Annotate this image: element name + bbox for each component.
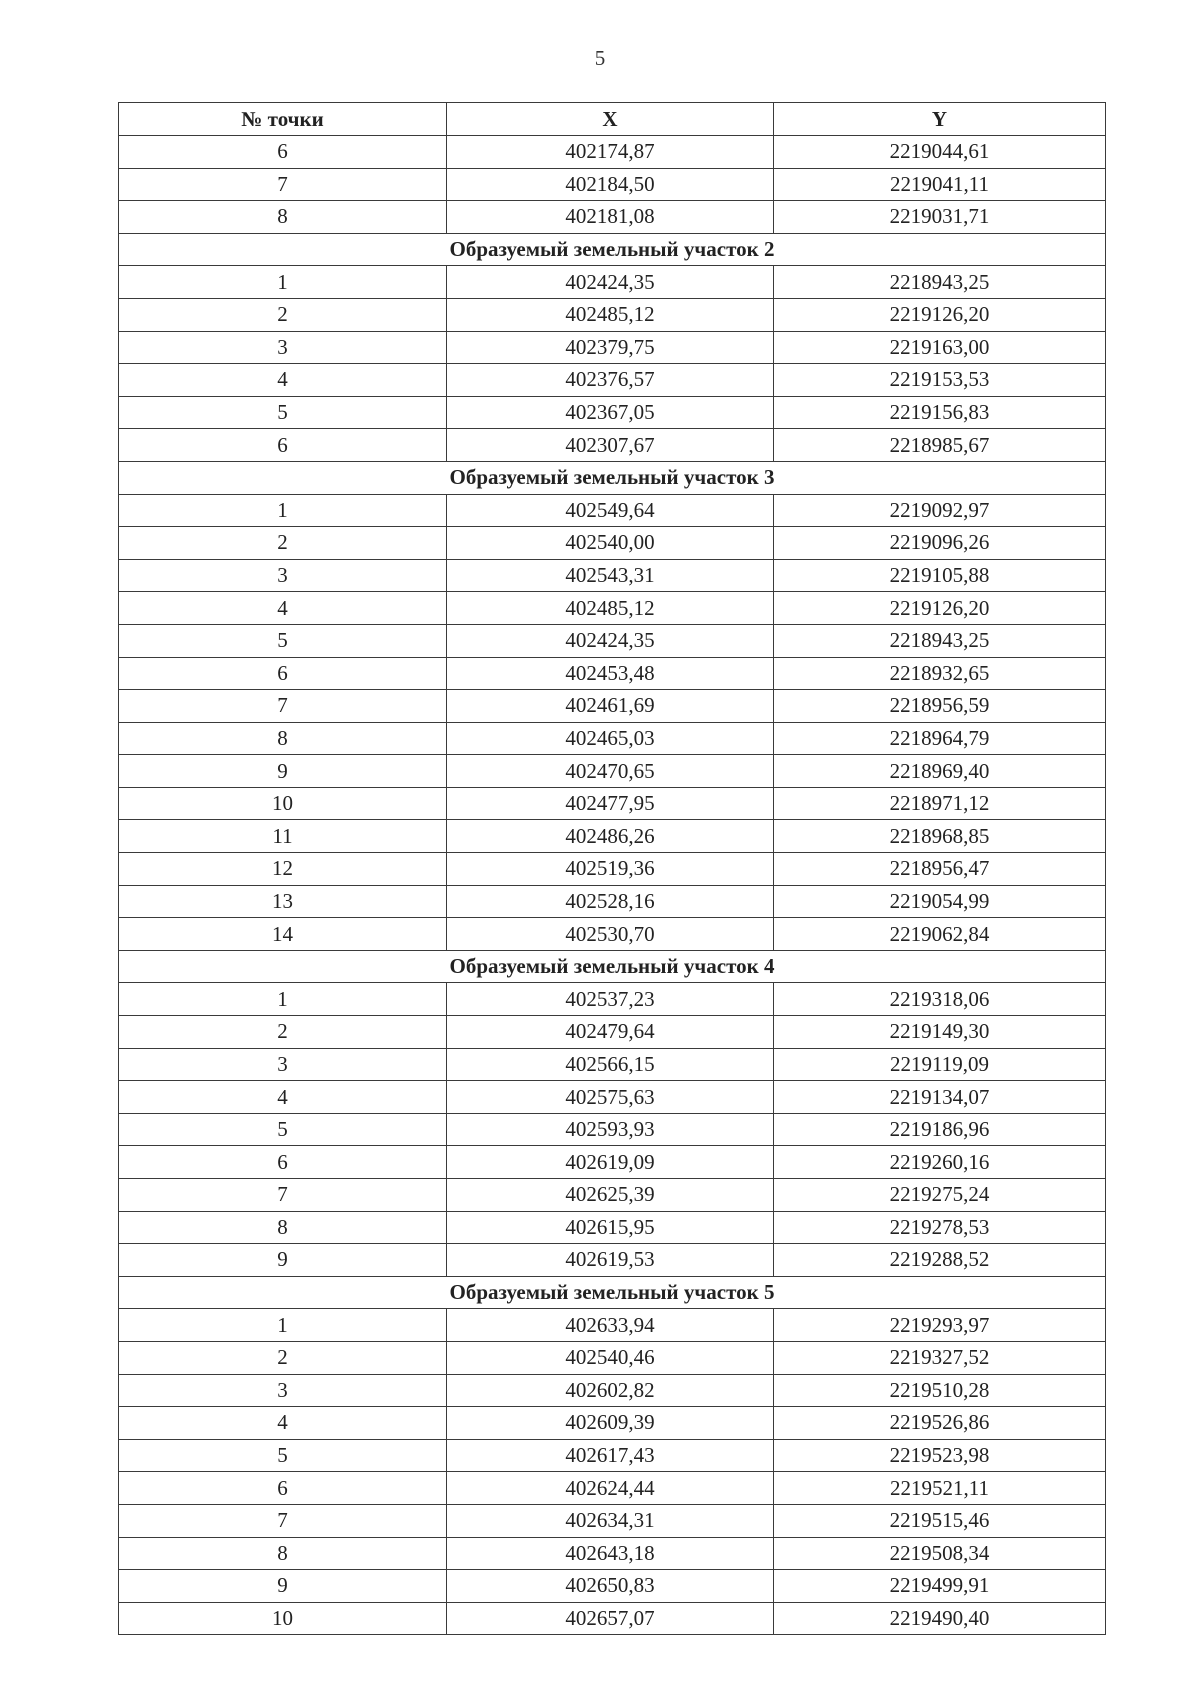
x-coordinate-cell: 402485,12 xyxy=(447,298,774,331)
point-number-cell: 9 xyxy=(119,755,447,788)
y-coordinate-cell: 2219278,53 xyxy=(774,1211,1106,1244)
point-number-cell: 13 xyxy=(119,885,447,918)
x-coordinate-cell: 402181,08 xyxy=(447,201,774,234)
table-row xyxy=(119,755,1106,788)
table-body xyxy=(119,136,1106,1635)
x-coordinate-cell: 402566,15 xyxy=(447,1048,774,1081)
table-row xyxy=(119,624,1106,657)
table-row xyxy=(119,1504,1106,1537)
x-coordinate-cell: 402470,65 xyxy=(447,755,774,788)
table-row xyxy=(119,298,1106,331)
y-coordinate-cell: 2219318,06 xyxy=(774,983,1106,1016)
x-coordinate-cell: 402575,63 xyxy=(447,1081,774,1114)
point-number-cell: 4 xyxy=(119,1407,447,1440)
table-header xyxy=(119,103,1106,136)
x-coordinate-cell: 402619,53 xyxy=(447,1244,774,1277)
header-row xyxy=(119,103,1106,136)
y-coordinate-cell: 2219523,98 xyxy=(774,1439,1106,1472)
y-coordinate-cell: 2219163,00 xyxy=(774,331,1106,364)
point-number-cell: 2 xyxy=(119,1016,447,1049)
x-coordinate-cell: 402549,64 xyxy=(447,494,774,527)
point-number-cell: 2 xyxy=(119,298,447,331)
table-row xyxy=(119,1374,1106,1407)
x-coordinate-cell: 402650,83 xyxy=(447,1570,774,1603)
x-coordinate-cell: 402367,05 xyxy=(447,396,774,429)
y-coordinate-cell: 2219149,30 xyxy=(774,1016,1106,1049)
y-coordinate-cell: 2219521,11 xyxy=(774,1472,1106,1505)
table-row xyxy=(119,1407,1106,1440)
point-number-cell: 7 xyxy=(119,1179,447,1212)
x-coordinate-cell: 402528,16 xyxy=(447,885,774,918)
point-number-cell: 7 xyxy=(119,690,447,723)
table-row xyxy=(119,201,1106,234)
y-coordinate-cell: 2219105,88 xyxy=(774,559,1106,592)
point-number-cell: 4 xyxy=(119,1081,447,1114)
x-coordinate-cell: 402184,50 xyxy=(447,168,774,201)
point-number-cell: 14 xyxy=(119,918,447,951)
table-row xyxy=(119,136,1106,169)
x-coordinate-cell: 402657,07 xyxy=(447,1602,774,1635)
point-number-cell: 6 xyxy=(119,1146,447,1179)
point-number-cell: 1 xyxy=(119,266,447,299)
point-number-cell: 8 xyxy=(119,1537,447,1570)
table-row xyxy=(119,1570,1106,1603)
x-coordinate-cell: 402609,39 xyxy=(447,1407,774,1440)
x-coordinate-cell: 402540,00 xyxy=(447,527,774,560)
point-number-cell: 9 xyxy=(119,1570,447,1603)
table-row xyxy=(119,722,1106,755)
y-coordinate-cell: 2219153,53 xyxy=(774,364,1106,397)
section-row xyxy=(119,233,1106,266)
point-number-cell: 11 xyxy=(119,820,447,853)
section-row xyxy=(119,950,1106,983)
table-row xyxy=(119,657,1106,690)
point-number-cell: 5 xyxy=(119,396,447,429)
table-row xyxy=(119,853,1106,886)
table-row xyxy=(119,364,1106,397)
section-row xyxy=(119,461,1106,494)
point-number-cell: 8 xyxy=(119,201,447,234)
x-coordinate-cell: 402424,35 xyxy=(447,624,774,657)
x-coordinate-cell: 402486,26 xyxy=(447,820,774,853)
y-coordinate-cell: 2219134,07 xyxy=(774,1081,1106,1114)
table-row xyxy=(119,885,1106,918)
x-coordinate-cell: 402477,95 xyxy=(447,787,774,820)
y-coordinate-cell: 2219031,71 xyxy=(774,201,1106,234)
point-number-cell: 5 xyxy=(119,1439,447,1472)
table-row xyxy=(119,1439,1106,1472)
table-row xyxy=(119,592,1106,625)
table-row xyxy=(119,1244,1106,1277)
x-coordinate-cell: 402453,48 xyxy=(447,657,774,690)
table-row xyxy=(119,1602,1106,1635)
x-coordinate-cell: 402379,75 xyxy=(447,331,774,364)
y-coordinate-cell: 2218968,85 xyxy=(774,820,1106,853)
header-point-number: № точки xyxy=(119,103,447,136)
point-number-cell: 7 xyxy=(119,168,447,201)
x-coordinate-cell: 402615,95 xyxy=(447,1211,774,1244)
x-coordinate-cell: 402634,31 xyxy=(447,1504,774,1537)
table-row xyxy=(119,690,1106,723)
point-number-cell: 12 xyxy=(119,853,447,886)
table-row xyxy=(119,1081,1106,1114)
y-coordinate-cell: 2218969,40 xyxy=(774,755,1106,788)
x-coordinate-cell: 402376,57 xyxy=(447,364,774,397)
y-coordinate-cell: 2219092,97 xyxy=(774,494,1106,527)
y-coordinate-cell: 2219490,40 xyxy=(774,1602,1106,1635)
table-row xyxy=(119,168,1106,201)
table-row xyxy=(119,494,1106,527)
y-coordinate-cell: 2219062,84 xyxy=(774,918,1106,951)
y-coordinate-cell: 2219126,20 xyxy=(774,592,1106,625)
y-coordinate-cell: 2218985,67 xyxy=(774,429,1106,462)
y-coordinate-cell: 2218943,25 xyxy=(774,266,1106,299)
header-y: Y xyxy=(774,103,1106,136)
x-coordinate-cell: 402461,69 xyxy=(447,690,774,723)
table-row xyxy=(119,1179,1106,1212)
y-coordinate-cell: 2218964,79 xyxy=(774,722,1106,755)
table-row xyxy=(119,559,1106,592)
point-number-cell: 10 xyxy=(119,1602,447,1635)
table-row xyxy=(119,1537,1106,1570)
y-coordinate-cell: 2219041,11 xyxy=(774,168,1106,201)
table-row xyxy=(119,1016,1106,1049)
x-coordinate-cell: 402643,18 xyxy=(447,1537,774,1570)
y-coordinate-cell: 2218956,47 xyxy=(774,853,1106,886)
section-title: Образуемый земельный участок 4 xyxy=(119,950,1106,983)
y-coordinate-cell: 2219096,26 xyxy=(774,527,1106,560)
x-coordinate-cell: 402519,36 xyxy=(447,853,774,886)
x-coordinate-cell: 402540,46 xyxy=(447,1341,774,1374)
x-coordinate-cell: 402624,44 xyxy=(447,1472,774,1505)
y-coordinate-cell: 2219275,24 xyxy=(774,1179,1106,1212)
y-coordinate-cell: 2219499,91 xyxy=(774,1570,1106,1603)
x-coordinate-cell: 402619,09 xyxy=(447,1146,774,1179)
point-number-cell: 1 xyxy=(119,1309,447,1342)
y-coordinate-cell: 2218932,65 xyxy=(774,657,1106,690)
x-coordinate-cell: 402543,31 xyxy=(447,559,774,592)
coordinates-table xyxy=(118,102,1106,1635)
y-coordinate-cell: 2219526,86 xyxy=(774,1407,1106,1440)
point-number-cell: 5 xyxy=(119,624,447,657)
point-number-cell: 3 xyxy=(119,1048,447,1081)
table-row xyxy=(119,266,1106,299)
section-title: Образуемый земельный участок 3 xyxy=(119,461,1106,494)
y-coordinate-cell: 2219515,46 xyxy=(774,1504,1106,1537)
y-coordinate-cell: 2219126,20 xyxy=(774,298,1106,331)
point-number-cell: 8 xyxy=(119,722,447,755)
x-coordinate-cell: 402617,43 xyxy=(447,1439,774,1472)
y-coordinate-cell: 2219288,52 xyxy=(774,1244,1106,1277)
point-number-cell: 4 xyxy=(119,592,447,625)
y-coordinate-cell: 2219156,83 xyxy=(774,396,1106,429)
x-coordinate-cell: 402633,94 xyxy=(447,1309,774,1342)
point-number-cell: 1 xyxy=(119,494,447,527)
table-row xyxy=(119,983,1106,1016)
x-coordinate-cell: 402307,67 xyxy=(447,429,774,462)
point-number-cell: 5 xyxy=(119,1113,447,1146)
x-coordinate-cell: 402593,93 xyxy=(447,1113,774,1146)
y-coordinate-cell: 2219327,52 xyxy=(774,1341,1106,1374)
x-coordinate-cell: 402485,12 xyxy=(447,592,774,625)
table-row xyxy=(119,1048,1106,1081)
section-title: Образуемый земельный участок 2 xyxy=(119,233,1106,266)
point-number-cell: 2 xyxy=(119,527,447,560)
table-row xyxy=(119,331,1106,364)
table-row xyxy=(119,1341,1106,1374)
y-coordinate-cell: 2219260,16 xyxy=(774,1146,1106,1179)
x-coordinate-cell: 402479,64 xyxy=(447,1016,774,1049)
point-number-cell: 10 xyxy=(119,787,447,820)
point-number-cell: 1 xyxy=(119,983,447,1016)
point-number-cell: 6 xyxy=(119,1472,447,1505)
table-row xyxy=(119,527,1106,560)
x-coordinate-cell: 402537,23 xyxy=(447,983,774,1016)
table-row xyxy=(119,429,1106,462)
point-number-cell: 4 xyxy=(119,364,447,397)
table-row xyxy=(119,820,1106,853)
y-coordinate-cell: 2219044,61 xyxy=(774,136,1106,169)
x-coordinate-cell: 402530,70 xyxy=(447,918,774,951)
point-number-cell: 7 xyxy=(119,1504,447,1537)
point-number-cell: 3 xyxy=(119,331,447,364)
x-coordinate-cell: 402424,35 xyxy=(447,266,774,299)
table-row xyxy=(119,1113,1106,1146)
y-coordinate-cell: 2219508,34 xyxy=(774,1537,1106,1570)
point-number-cell: 3 xyxy=(119,1374,447,1407)
point-number-cell: 8 xyxy=(119,1211,447,1244)
page-number: 5 xyxy=(594,46,606,70)
table-row xyxy=(119,1211,1106,1244)
y-coordinate-cell: 2219293,97 xyxy=(774,1309,1106,1342)
y-coordinate-cell: 2219054,99 xyxy=(774,885,1106,918)
table-row xyxy=(119,918,1106,951)
point-number-cell: 6 xyxy=(119,136,447,169)
point-number-cell: 2 xyxy=(119,1341,447,1374)
point-number-cell: 6 xyxy=(119,657,447,690)
table-row xyxy=(119,1146,1106,1179)
y-coordinate-cell: 2219186,96 xyxy=(774,1113,1106,1146)
table-row xyxy=(119,1472,1106,1505)
y-coordinate-cell: 2218943,25 xyxy=(774,624,1106,657)
y-coordinate-cell: 2219119,09 xyxy=(774,1048,1106,1081)
x-coordinate-cell: 402602,82 xyxy=(447,1374,774,1407)
y-coordinate-cell: 2219510,28 xyxy=(774,1374,1106,1407)
table-row xyxy=(119,1309,1106,1342)
x-coordinate-cell: 402174,87 xyxy=(447,136,774,169)
section-row xyxy=(119,1276,1106,1309)
section-title: Образуемый земельный участок 5 xyxy=(119,1276,1106,1309)
y-coordinate-cell: 2218971,12 xyxy=(774,787,1106,820)
point-number-cell: 3 xyxy=(119,559,447,592)
point-number-cell: 9 xyxy=(119,1244,447,1277)
table-row xyxy=(119,396,1106,429)
x-coordinate-cell: 402625,39 xyxy=(447,1179,774,1212)
point-number-cell: 6 xyxy=(119,429,447,462)
table-row xyxy=(119,787,1106,820)
header-x: X xyxy=(447,103,774,136)
y-coordinate-cell: 2218956,59 xyxy=(774,690,1106,723)
x-coordinate-cell: 402465,03 xyxy=(447,722,774,755)
